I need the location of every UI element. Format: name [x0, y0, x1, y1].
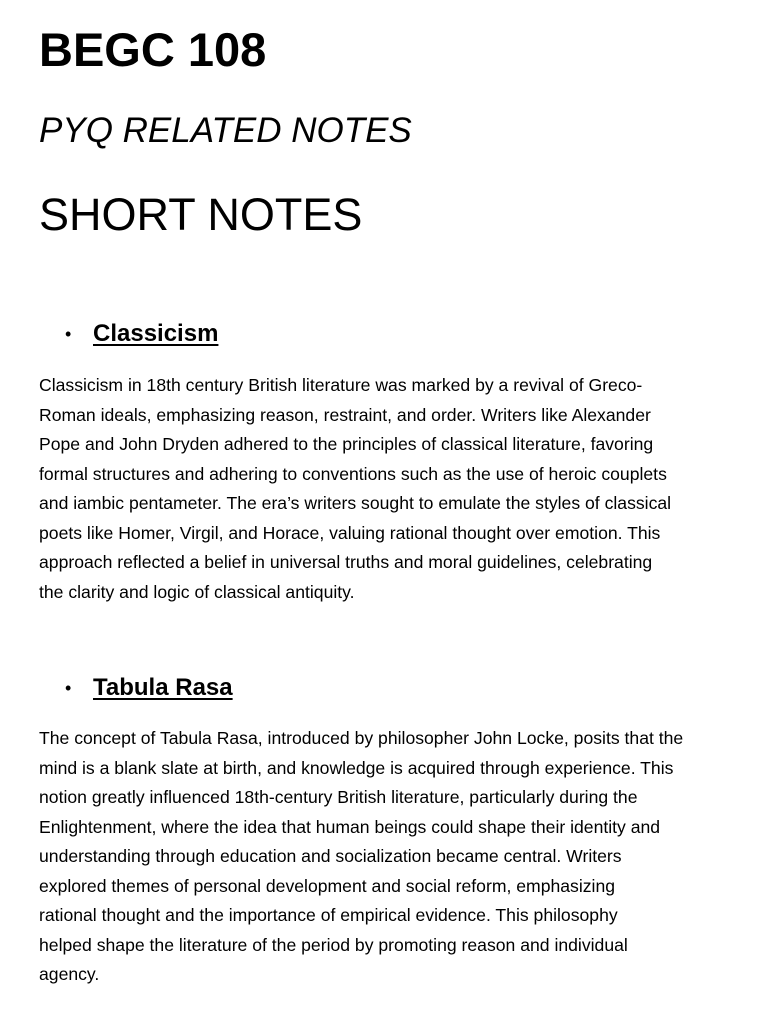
paragraph-line: explored themes of personal development and social reform, emphasizing — [39, 875, 616, 896]
section-paragraph-tabula-rasa — [39, 724, 751, 990]
paragraph-line: Enlightenment, where the idea that human beings could shape their identity and — [39, 816, 661, 837]
paragraph-line: rational thought and the importance of empirical evidence. This philosophy — [39, 905, 618, 925]
section-heading-tabula-rasa — [65, 672, 233, 704]
paragraph-line: Pope and John Dryden adhered to the principles of classical literature, favoring — [39, 434, 654, 454]
paragraph-line: approach reflected a belief in universal truths and moral guidelines, celebrating — [39, 552, 653, 572]
paragraph-line: poets like Homer, Virgil, and Horace, valuing rational thought over emotion. This — [39, 522, 661, 543]
paragraph-line: notion greatly influenced 18th-century British literature, particularly during the — [39, 787, 638, 807]
paragraph-line: mind is a blank slate at birth, and knowledge is acquired through experience. This — [39, 757, 674, 778]
paragraph-line: the clarity and logic of classical antiquity. — [39, 581, 355, 602]
pyq-subtitle: PYQ RELATED NOTES — [39, 111, 412, 150]
bullet-icon: • — [65, 678, 72, 698]
paragraph-line: understanding through education and socialization became central. Writers — [39, 846, 622, 866]
section-heading-text: Classicism — [93, 320, 219, 347]
section-heading-text: Tabula Rasa — [93, 674, 233, 701]
section-paragraph-classicism — [39, 371, 751, 607]
paragraph-line: The concept of Tabula Rasa, introduced by philosopher John Locke, posits that the — [39, 728, 684, 748]
paragraph-line: agency. — [39, 964, 100, 984]
paragraph-line: Roman ideals, emphasizing reason, restraint, and order. Writers like Alexander — [39, 404, 651, 425]
paragraph-line: Classicism in 18th century British literature was marked by a revival of Greco- — [39, 375, 643, 395]
short-notes-title: SHORT NOTES — [39, 189, 363, 240]
paragraph-line: formal structures and adhering to conventions such as the use of heroic couplets — [39, 463, 667, 484]
section-heading-classicism — [65, 318, 218, 350]
course-code-title: BEGC 108 — [39, 23, 267, 76]
paragraph-line: and iambic pentameter. The era’s writers sought to emulate the styles of classical — [39, 493, 672, 513]
paragraph-line: helped shape the literature of the period by promoting reason and individual — [39, 934, 628, 955]
bullet-icon: • — [65, 324, 72, 344]
